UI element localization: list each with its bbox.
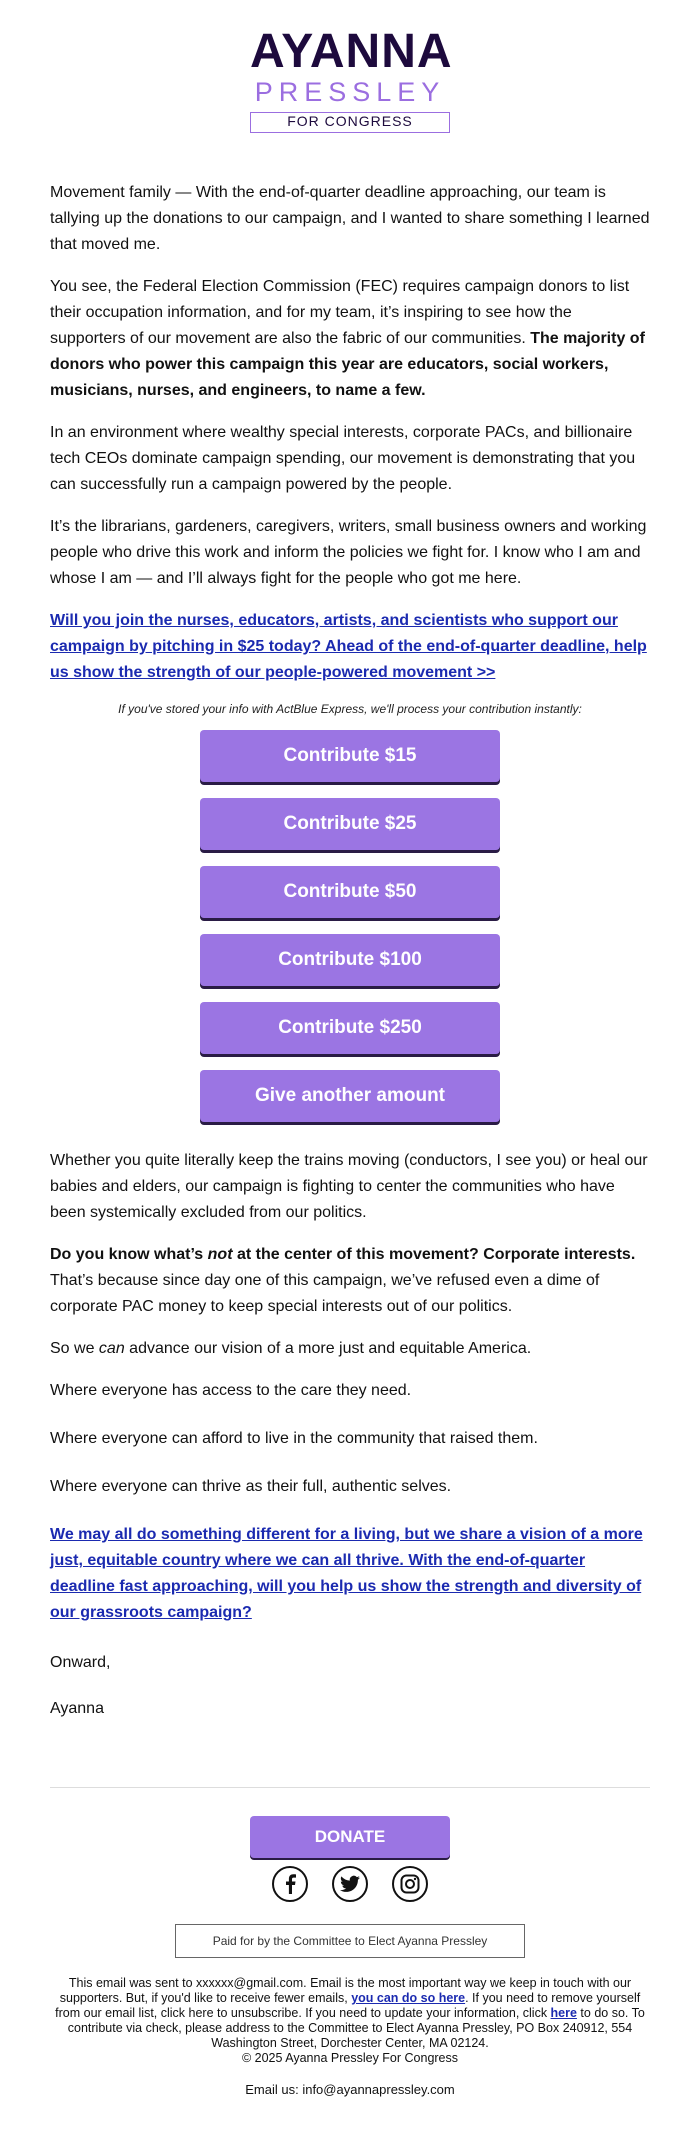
- contribute-100-button[interactable]: Contribute $100: [200, 934, 500, 986]
- contribute-250-button[interactable]: Contribute $250: [200, 1002, 500, 1054]
- corporate-bold-not: not: [207, 1246, 233, 1263]
- twitter-icon[interactable]: [332, 1866, 368, 1902]
- paragraph-environment: In an environment where wealthy special interests, corporate PACs, and billionaire tech CEOs dominate campaign spending, our movement is demonstrating that you can successfully run a campaign powered by the people.: [50, 424, 636, 493]
- corporate-bold-c: at the center of this movement? Corporate interests.: [232, 1246, 636, 1263]
- campaign-logo[interactable]: [250, 25, 453, 133]
- signature: Ayanna: [50, 1700, 104, 1717]
- corporate-text: That’s because since day one of this campaign, we’ve refused even a dime of corporate PAC money to keep special interests out of our politics.: [50, 1272, 600, 1315]
- legal-text-1: This email was sent to xxxxxx@gmail.com. Email is the most important way we keep in touch with our supporters. But, if you'd like to receive fewer emails,: [59, 1976, 632, 2005]
- facebook-icon[interactable]: [272, 1866, 308, 1902]
- paragraph-trains: Whether you quite literally keep the trains moving (conductors, I see you) or heal our babies and elders, our campaign is fighting to center the communities who have been systemically excluded from our politics.: [50, 1152, 648, 1221]
- donate-button[interactable]: DONATE: [250, 1816, 450, 1858]
- logo-line-surname: PRESSLEY: [254, 77, 446, 107]
- fec-bold-text: The majority of donors who power this campaign this year are educators, social workers, musicians, nurses, and engineers, to name a few.: [50, 330, 645, 399]
- corporate-bold-a: Do you know what’s: [50, 1246, 208, 1263]
- vision-can: can: [98, 1340, 125, 1357]
- contribute-25-button[interactable]: Contribute $25: [200, 798, 500, 850]
- legal-text: [50, 1976, 650, 2066]
- paragraph-care: Where everyone has access to the care they need.: [50, 1382, 412, 1399]
- paragraph-afford: Where everyone can afford to live in the community that raised them.: [50, 1430, 538, 1447]
- social-links: [50, 1866, 650, 1902]
- fec-text: You see, the Federal Election Commission (FEC) requires campaign donors to list their occupation information, and for my team, it’s inspiring to see how the supporters of our movement are also the fabric of our communities.: [50, 278, 630, 347]
- paragraph-fec: [50, 274, 650, 404]
- legal-text-2: . If you need to remove yourself from our email list, click here to unsubscribe. If you need to update your information, click: [55, 1991, 641, 2020]
- logo-line-for-congress: FOR CONGRESS: [250, 112, 450, 133]
- paid-for-disclaimer: Paid for by the Committee to Elect Ayanna Pressley: [175, 1924, 525, 1958]
- paragraph-corporate: [50, 1242, 650, 1320]
- give-another-amount-button[interactable]: Give another amount: [200, 1070, 500, 1122]
- signoff: Onward,: [50, 1654, 111, 1671]
- email-body: [50, 180, 650, 1738]
- email-footer: [50, 1787, 650, 2097]
- vision-c: advance our vision of a more just and equitable America.: [124, 1340, 532, 1357]
- paragraph-thrive: Where everyone can thrive as their full, authentic selves.: [50, 1478, 452, 1495]
- contribute-15-button[interactable]: Contribute $15: [200, 730, 500, 782]
- update-info-link[interactable]: here: [550, 2006, 577, 2020]
- contribute-50-button[interactable]: Contribute $50: [200, 866, 500, 918]
- paragraph-vision: [50, 1336, 650, 1362]
- vision-a: So we: [50, 1340, 99, 1357]
- footer-divider: [50, 1787, 650, 1788]
- donate-link-25[interactable]: Will you join the nurses, educators, artists, and scientists who support our campaign by pitching in $25 today? Ahead of the end-of-quarter deadline, help us show the strength of our people-powered movement >>: [50, 612, 647, 681]
- actblue-note: If you've stored your info with ActBlue Express, we'll process your contribution instantly:: [118, 702, 582, 716]
- logo-line-name: AYANNA: [250, 25, 453, 78]
- contact-email: Email us: info@ayannapressley.com: [245, 2082, 455, 2097]
- donate-link-grassroots[interactable]: We may all do something different for a living, but we share a vision of a more just, equitable country where we can all thrive. With the end-of-quarter deadline fast approaching, will you help us show the strength and diversity of our grassroots campaign?: [50, 1526, 643, 1621]
- instagram-icon[interactable]: [392, 1866, 428, 1902]
- legal-text-3: to do so. To contribute via check, please address to the Committee to Elect Ayanna Pressley, PO Box 240912, 554 Washington Street, Dorchester Center, MA 02124.: [67, 2006, 645, 2050]
- contribution-buttons: [50, 730, 650, 1122]
- paragraph-intro: Movement family — With the end-of-quarter deadline approaching, our team is tallying up the donations to our campaign, and I wanted to share something I learned that moved me.: [50, 184, 650, 253]
- copyright: © 2025 Ayanna Pressley For Congress: [241, 2051, 459, 2065]
- paragraph-librarians: It’s the librarians, gardeners, caregivers, writers, small business owners and working people who drive this work and inform the policies we fight for. I know who I am and whose I am — and I’ll always fight for the people who got me here.: [50, 518, 647, 587]
- fewer-emails-link[interactable]: you can do so here: [351, 1991, 466, 2005]
